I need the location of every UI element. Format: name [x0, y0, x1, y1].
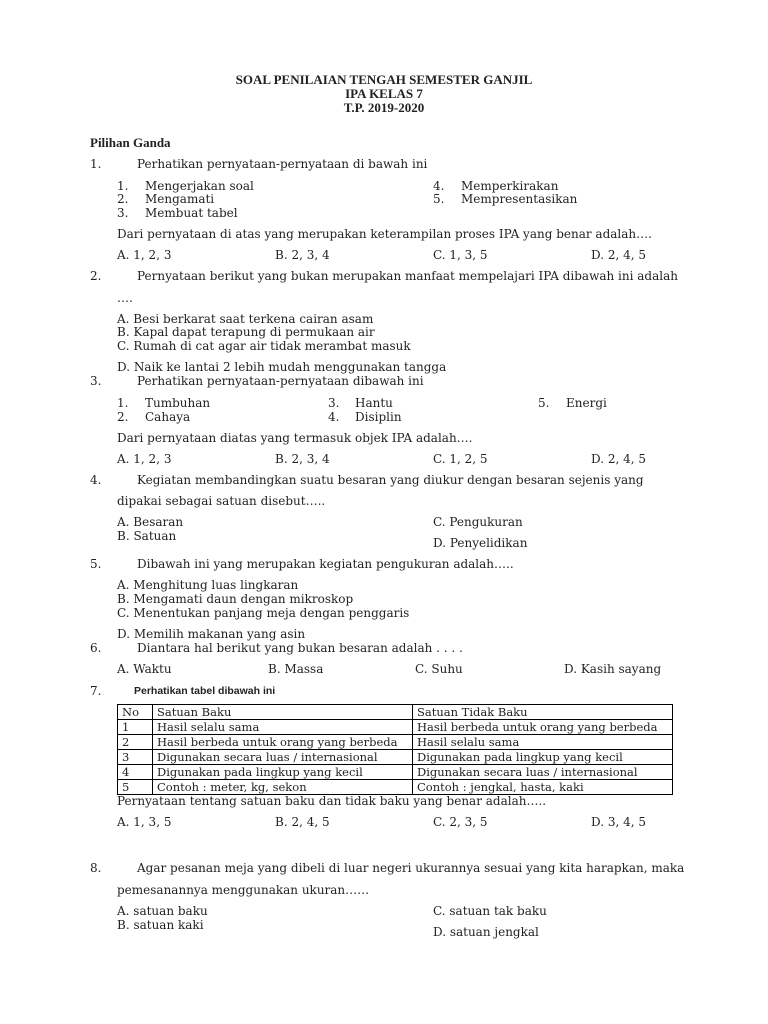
q2-option-b: B. Kapal dapat terapung di permukaan air [117, 325, 375, 339]
q1-item-num: 3. [117, 206, 129, 220]
q3-option-c: C. 1, 2, 5 [433, 452, 488, 466]
q1-option-b: B. 2, 3, 4 [275, 248, 330, 262]
q7-option-d: D. 3, 4, 5 [591, 815, 646, 829]
q3-number: 3. [90, 374, 102, 388]
table-cell: Contoh : jengkal, hasta, kaki [413, 780, 673, 795]
q7-number: 7. [90, 684, 102, 698]
doc-subtitle-class: IPA KELAS 7 [345, 86, 423, 101]
q2-number: 2. [90, 269, 102, 283]
q1-option-c: C. 1, 3, 5 [433, 248, 488, 262]
q1-text: Perhatikan pernyataan-pernyataan di bawah ini [137, 157, 428, 171]
q3-option-b: B. 2, 3, 4 [275, 452, 330, 466]
q6-option-c: C. Suhu [415, 662, 463, 676]
q3-item-num: 5. [538, 396, 550, 410]
q3-item-num: 2. [117, 410, 129, 424]
table-row [118, 750, 673, 765]
q8-option-a: A. satuan baku [117, 904, 208, 918]
table-cell: 1 [118, 720, 153, 735]
q5-option-c: C. Menentukan panjang meja dengan penggaris [117, 606, 410, 620]
q8-option-b: B. satuan kaki [117, 918, 204, 932]
q4-option-b: B. Satuan [117, 529, 177, 543]
q3-item: Tumbuhan [145, 396, 211, 410]
q3-stem: Dari pernyataan diatas yang termasuk objek IPA adalah…. [117, 431, 473, 445]
table-cell: Hasil selalu sama [413, 735, 673, 750]
q5-option-b: B. Mengamati daun dengan mikroskop [117, 592, 354, 606]
table-cell: Digunakan pada lingkup yang kecil [153, 765, 413, 780]
table-cell: 3 [118, 750, 153, 765]
table-cell: 4 [118, 765, 153, 780]
q1-item: Mengamati [145, 192, 215, 206]
q5-option-a: A. Menghitung luas lingkaran [117, 578, 299, 592]
q7-option-a: A. 1, 3, 5 [117, 815, 172, 829]
q2-text-continued: …. [117, 291, 133, 305]
q1-item: Membuat tabel [145, 206, 238, 220]
q4-text: Kegiatan membandingkan suatu besaran yang diukur dengan besaran sejenis yang [137, 473, 644, 487]
q6-number: 6. [90, 641, 102, 655]
table-cell: Hasil berbeda untuk orang yang berbeda [413, 720, 673, 735]
doc-title: SOAL PENILAIAN TENGAH SEMESTER GANJIL [235, 72, 533, 87]
q8-option-d: D. satuan jengkal [433, 925, 539, 939]
q3-item-num: 3. [328, 396, 340, 410]
q1-item-num: 4. [433, 179, 445, 193]
q8-text-continued: pemesanannya menggunakan ukuran…… [117, 883, 370, 897]
q3-item: Cahaya [145, 410, 191, 424]
q8-option-c: C. satuan tak baku [433, 904, 547, 918]
doc-subtitle-year: T.P. 2019-2020 [343, 100, 425, 115]
table-cell: Digunakan pada lingkup yang kecil [413, 750, 673, 765]
table-row [118, 735, 673, 750]
q4-option-c: C. Pengukuran [433, 515, 523, 529]
q3-item: Hantu [355, 396, 393, 410]
q8-text: Agar pesanan meja yang dibeli di luar negeri ukurannya sesuai yang kita harapkan, maka [137, 861, 685, 875]
q4-number: 4. [90, 473, 102, 487]
q1-item: Mempresentasikan [461, 192, 578, 206]
q1-item-num: 1. [117, 179, 129, 193]
q3-option-a: A. 1, 2, 3 [117, 452, 172, 466]
q6-text: Diantara hal berikut yang bukan besaran adalah . . . . [137, 641, 463, 655]
table-row [118, 780, 673, 795]
table-header-cell: Satuan Baku [153, 705, 413, 720]
q7-option-c: C. 2, 3, 5 [433, 815, 488, 829]
q3-item-num: 4. [328, 410, 340, 424]
q1-option-a: A. 1, 2, 3 [117, 248, 172, 262]
q4-option-d: D. Penyelidikan [433, 536, 528, 550]
table-header-cell: No [118, 705, 153, 720]
q3-option-d: D. 2, 4, 5 [591, 452, 646, 466]
q3-item: Energi [566, 396, 607, 410]
q2-option-c: C. Rumah di cat agar air tidak merambat masuk [117, 339, 411, 353]
table-cell: 2 [118, 735, 153, 750]
q1-item-num: 2. [117, 192, 129, 206]
q2-option-a: A. Besi berkarat saat terkena cairan asam [117, 312, 374, 326]
q8-number: 8. [90, 861, 102, 875]
q5-option-d: D. Memilih makanan yang asin [117, 627, 306, 641]
q4-option-a: A. Besaran [117, 515, 184, 529]
table-cell: Hasil selalu sama [153, 720, 413, 735]
table-header-cell: Satuan Tidak Baku [413, 705, 673, 720]
q6-option-d: D. Kasih sayang [564, 662, 662, 676]
q1-stem: Dari pernyataan di atas yang merupakan keterampilan proses IPA yang benar adalah…. [117, 227, 652, 241]
q1-option-d: D. 2, 4, 5 [591, 248, 646, 262]
q6-option-b: B. Massa [268, 662, 324, 676]
q2-option-d: D. Naik ke lantai 2 lebih mudah menggunakan tangga [117, 360, 447, 374]
table-cell: Hasil berbeda untuk orang yang berbeda [153, 735, 413, 750]
q7-text: Perhatikan tabel dibawah ini [134, 685, 276, 697]
q1-item: Mengerjakan soal [145, 179, 254, 193]
q2-text: Pernyataan berikut yang bukan merupakan manfaat mempelajari IPA dibawah ini adalah [137, 269, 678, 283]
q6-option-a: A. Waktu [117, 662, 172, 676]
table-header-row [118, 705, 673, 720]
q3-item-num: 1. [117, 396, 129, 410]
section-title: Pilihan Ganda [90, 135, 171, 150]
q3-text: Perhatikan pernyataan-pernyataan dibawah ini [137, 374, 424, 388]
q5-text: Dibawah ini yang merupakan kegiatan pengukuran adalah….. [137, 557, 514, 571]
table-cell: 5 [118, 780, 153, 795]
q7-option-b: B. 2, 4, 5 [275, 815, 330, 829]
table-cell: Digunakan secara luas / internasional [413, 765, 673, 780]
q1-number: 1. [90, 157, 102, 171]
q1-item: Memperkirakan [461, 179, 559, 193]
table-cell: Digunakan secara luas / internasional [153, 750, 413, 765]
table-row [118, 765, 673, 780]
comparison-table [117, 704, 673, 795]
q4-text-continued: dipakai sebagai satuan disebut….. [117, 494, 326, 508]
q1-item-num: 5. [433, 192, 445, 206]
q5-number: 5. [90, 557, 102, 571]
table-cell: Contoh : meter, kg, sekon [153, 780, 413, 795]
q3-item: Disiplin [355, 410, 402, 424]
q7-stem: Pernyataan tentang satuan baku dan tidak baku yang benar adalah….. [117, 794, 547, 808]
table-row [118, 720, 673, 735]
